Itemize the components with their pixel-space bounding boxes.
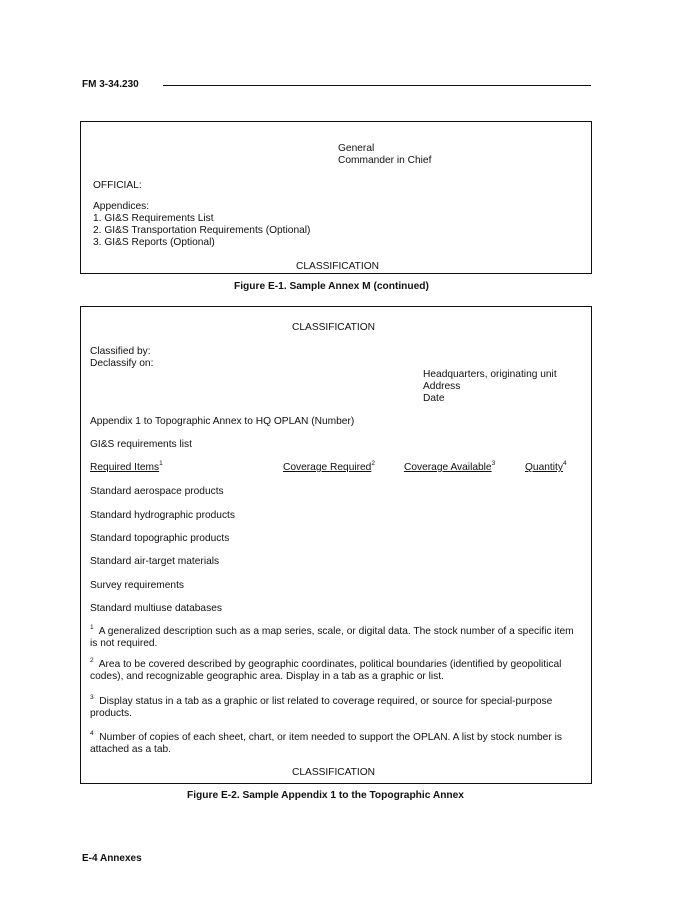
column-header-coverage-available: Coverage Available$^3$ (404, 460, 496, 473)
appendix-item: 3. GI&S Reports (Optional) (93, 237, 215, 248)
footnote: $^2$ Area to be covered described by geographic coordinates, political boundaries (identified by geopolitical codes), and recognizable geographic area. Display in a tab as a graphic or list. (90, 657, 562, 682)
list-item: Standard hydrographic products (90, 510, 235, 521)
appendix-title: Appendix 1 to Topographic Annex to HQ OPLAN (Number) (90, 416, 355, 427)
signature-rank: General (338, 143, 375, 154)
hq-address: Address (423, 381, 461, 392)
classified-by-label: Classified by: (90, 346, 151, 357)
figure-e1-box (80, 121, 592, 274)
header-rule (163, 85, 591, 86)
appendix-item: 2. GI&S Transportation Requirements (Optional) (93, 225, 311, 236)
declassify-on-label: Declassify on: (90, 358, 154, 369)
column-header-quantity: Quantity$^4$ (525, 460, 567, 473)
document-id: FM 3-34.230 (82, 79, 139, 90)
footnote: $^3$ Display status in a tab as a graphic or list related to coverage required, or source for special-purpose products. (90, 694, 553, 719)
official-label: OFFICIAL: (93, 180, 142, 191)
appendix-item: 1. GI&S Requirements List (93, 213, 214, 224)
classification-marking-top: CLASSIFICATION (292, 322, 376, 333)
figure-e1-caption: Figure E-1. Sample Annex M (continued) (234, 281, 429, 292)
appendices-title: Appendices: (93, 201, 150, 212)
page-footer: E-4 Annexes (82, 853, 142, 864)
hq-originating-unit: Headquarters, originating unit (423, 369, 557, 380)
list-item: Standard aerospace products (90, 486, 224, 497)
signature-title: Commander in Chief (338, 155, 432, 166)
footnote: $^4$ Number of copies of each sheet, chart, or item needed to support the OPLAN. A list by stock number is attached as a tab. (90, 730, 562, 755)
classification-marking: CLASSIFICATION (296, 261, 380, 272)
list-item: Standard air-target materials (90, 556, 220, 567)
hq-date: Date (423, 393, 445, 404)
figure-e2-caption: Figure E-2. Sample Appendix 1 to the Topographic Annex (187, 790, 464, 801)
classification-marking-bottom: CLASSIFICATION (292, 767, 376, 778)
list-item: Standard topographic products (90, 533, 230, 544)
list-item: Standard multiuse databases (90, 603, 222, 614)
column-header-required-items: Required Items$^1$ (90, 460, 163, 473)
list-item: Survey requirements (90, 580, 184, 591)
list-title: GI&S requirements list (90, 439, 192, 450)
footnote: $^1$ A generalized description such as a map series, scale, or digital data. The stock number of a specific item is not required. (90, 624, 574, 649)
column-header-coverage-required: Coverage Required$^2$ (283, 460, 375, 473)
